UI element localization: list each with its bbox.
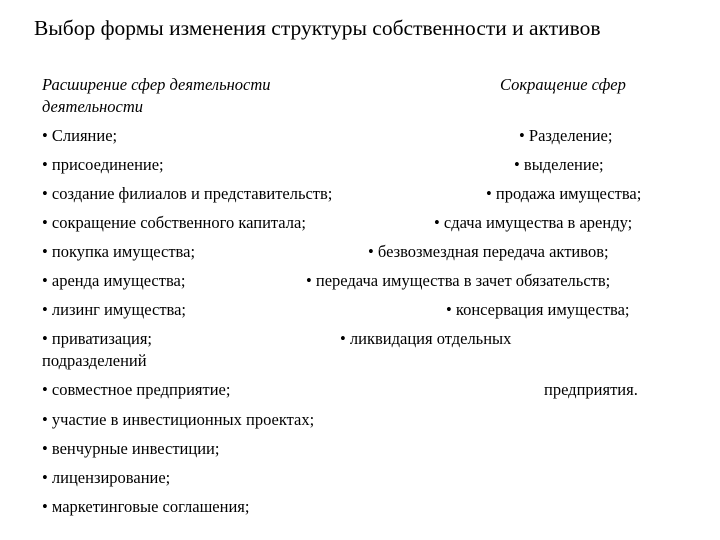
list-item: • аренда имущества;	[42, 271, 186, 290]
list-item: • безвозмездная передача активов;	[368, 242, 609, 261]
list-item: • покупка имущества;	[42, 242, 196, 261]
page-title: Выбор формы изменения структуры собственности и активов	[34, 16, 601, 40]
list-item: • продажа имущества;	[486, 184, 642, 203]
list-item: • венчурные инвестиции;	[42, 439, 220, 458]
list-item: • Слияние;	[42, 126, 118, 145]
list-item: • приватизация;	[42, 329, 152, 348]
list-item: • выделение;	[514, 155, 604, 174]
list-item: • сдача имущества в аренду;	[434, 213, 633, 232]
left-heading-line1: Расширение сфер деятельности	[42, 75, 271, 94]
list-item: • передача имущества в зачет обязательств;	[306, 271, 611, 290]
list-item: • участие в инвестиционных проектах;	[42, 410, 315, 429]
list-item: • Разделение;	[519, 126, 613, 145]
list-item-continuation: подразделений	[42, 351, 147, 370]
list-item: • маркетинговые соглашения;	[42, 497, 250, 516]
right-heading: Сокращение сфер	[500, 75, 626, 94]
list-item: • ликвидация отдельных	[340, 329, 512, 348]
left-heading-line2: деятельности	[42, 97, 143, 116]
list-item-continuation: предприятия.	[544, 380, 638, 399]
list-item: • сокращение собственного капитала;	[42, 213, 306, 232]
list-item: • совместное предприятие;	[42, 380, 231, 399]
list-item: • лизинг имущества;	[42, 300, 187, 319]
list-item: • присоединение;	[42, 155, 164, 174]
list-item: • лицензирование;	[42, 468, 171, 487]
list-item: • консервация имущества;	[446, 300, 630, 319]
list-item: • создание филиалов и представительств;	[42, 184, 333, 203]
